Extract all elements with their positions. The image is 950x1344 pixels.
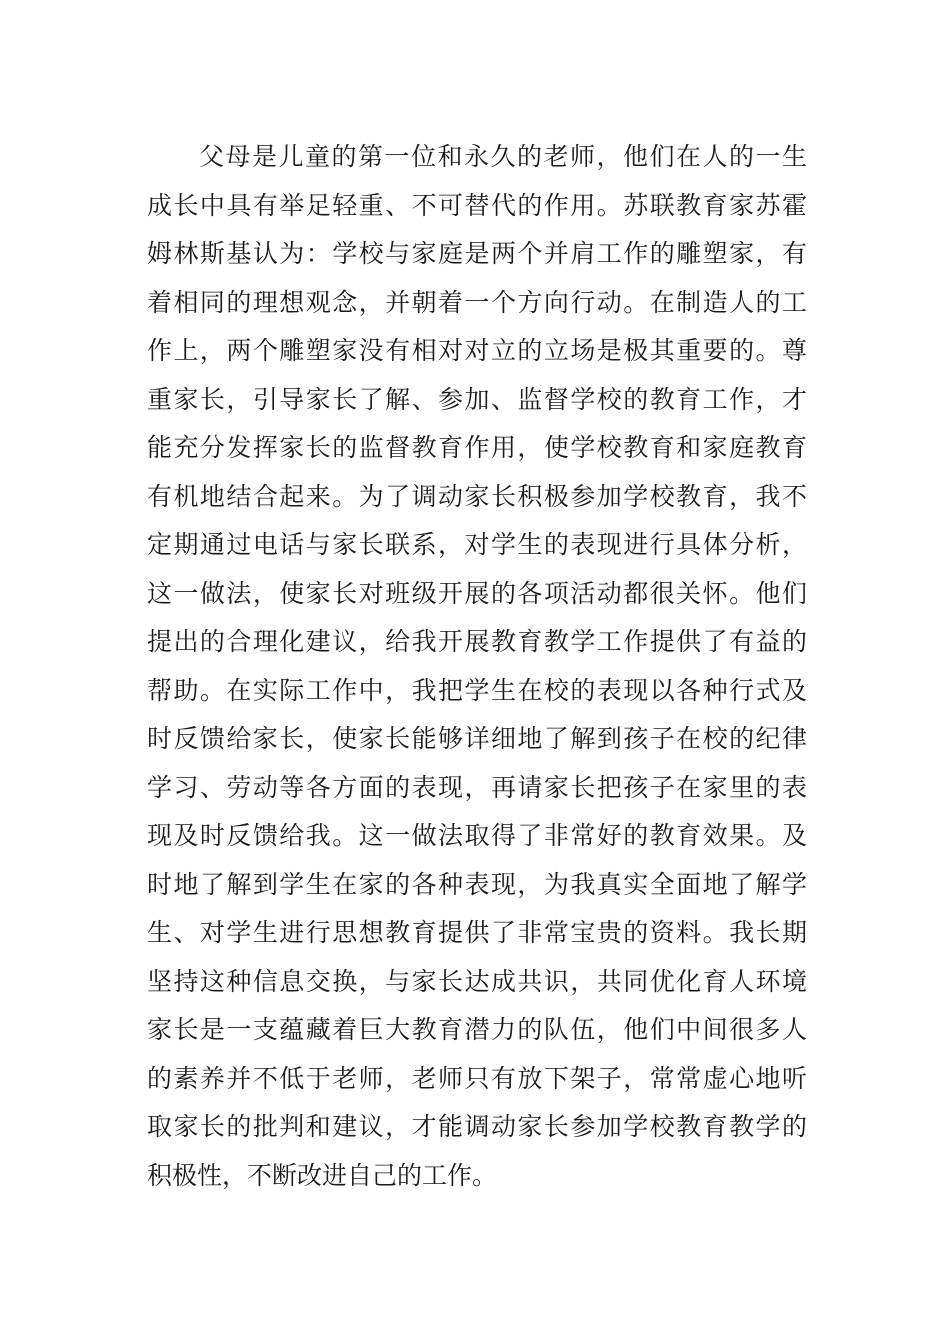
text-line: 提出的合理化建议，给我开展教育教学工作提供了有益的 (147, 627, 807, 656)
text-line: 坚持这种信息交换，与家长达成共识，共同优化育人环境 (147, 966, 807, 996)
text-line: 作上，两个雕塑家没有相对对立的立场是极其重要的。尊 (147, 336, 807, 365)
text-line: 积极性，不断改进自己的工作。 (147, 1160, 498, 1190)
text-line: 时反馈给家长，使家长能够详细地了解到孩子在校的纪律 (147, 724, 807, 753)
text-line: 成长中具有举足轻重、不可替代的作用。苏联教育家苏霍 (147, 190, 807, 220)
body-paragraph (147, 133, 807, 1200)
text-line: 生、对学生进行思想教育提供了非常宝贵的资料。我长期 (147, 918, 807, 947)
text-line: 有机地结合起来。为了调动家长积极参加学校教育，我不 (147, 481, 807, 511)
text-line: 的素养并不低于老师，老师只有放下架子，常常虚心地听 (147, 1063, 807, 1093)
text-line: 着相同的理想观念，并朝着一个方向行动。在制造人的工 (147, 287, 807, 317)
text-line: 定期通过电话与家长联系，对学生的表现进行具体分析， (147, 530, 807, 559)
text-line: 帮助。在实际工作中，我把学生在校的表现以各种行式及 (147, 675, 807, 705)
text-line: 能充分发挥家长的监督教育作用，使学校教育和家庭教育 (147, 433, 807, 462)
text-line: 时地了解到学生在家的各种表现，为我真实全面地了解学 (147, 869, 807, 899)
text-line: 这一做法，使家长对班级开展的各项活动都很关怀。他们 (147, 578, 807, 608)
text-line: 家长是一支蕴藏着巨大教育潜力的队伍，他们中间很多人 (147, 1015, 807, 1044)
text-line: 姆林斯基认为：学校与家庭是两个并肩工作的雕塑家，有 (147, 239, 807, 268)
text-line: 现及时反馈给我。这一做法取得了非常好的教育效果。及 (147, 821, 807, 850)
text-line: 学习、劳动等各方面的表现，再请家长把孩子在家里的表 (147, 772, 807, 802)
text-line: 取家长的批判和建议，才能调动家长参加学校教育教学的 (147, 1112, 807, 1141)
text-line: 重家长，引导家长了解、参加、监督学校的教育工作，才 (147, 384, 807, 414)
text-line: 父母是儿童的第一位和永久的老师，他们在人的一生 (199, 142, 807, 171)
